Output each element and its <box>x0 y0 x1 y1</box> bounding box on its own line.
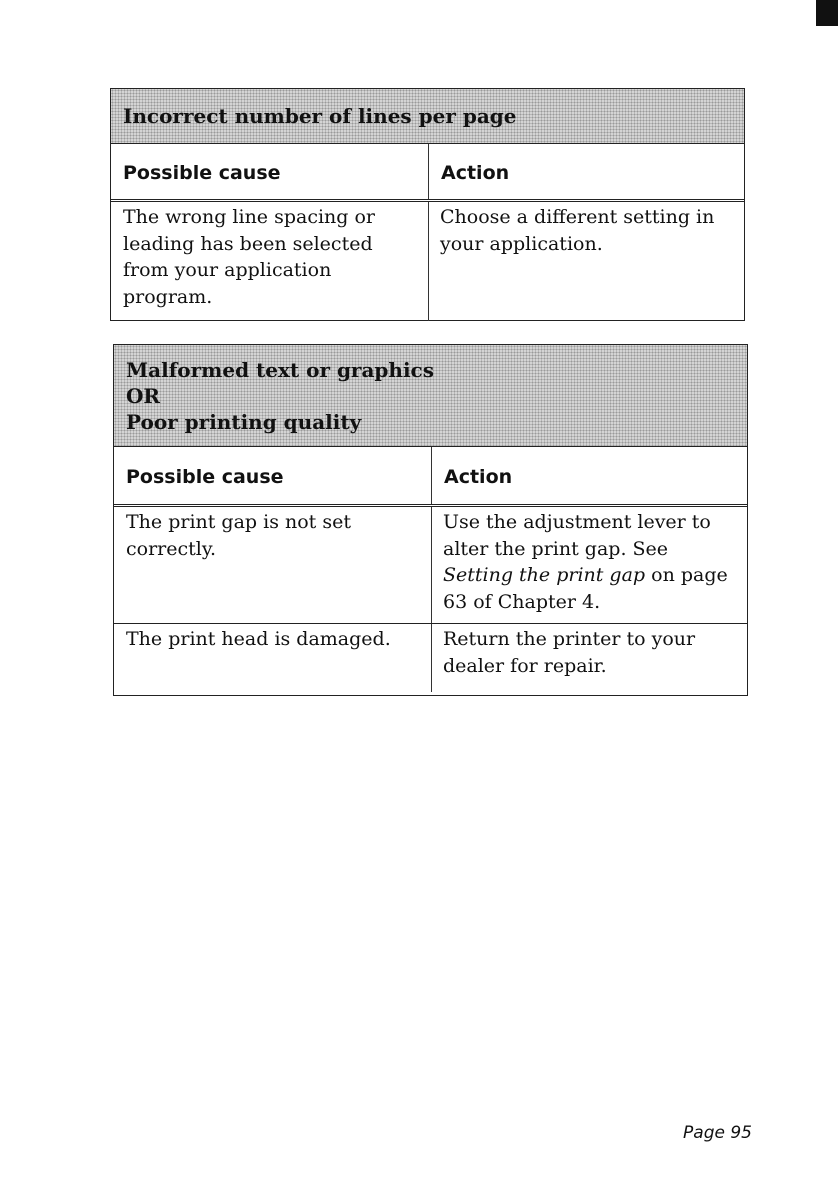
action-cell: Return the printer to your dealer for repair. <box>431 624 747 692</box>
cause-cell: The print gap is not set correctly. <box>126 511 351 560</box>
table-title-line: Incorrect number of lines per page <box>123 104 517 128</box>
page-number: Page 95 <box>683 1123 752 1143</box>
table-header-row <box>114 447 747 507</box>
table-title-line: Poor printing quality <box>126 409 362 434</box>
cause-cell: The print head is damaged. <box>126 628 391 650</box>
page-corner-mark <box>816 0 838 26</box>
table-title <box>111 89 744 144</box>
table-header-row <box>111 144 744 202</box>
header-possible-cause: Possible cause <box>126 465 284 488</box>
header-possible-cause: Possible cause <box>123 161 281 184</box>
action-cell: Choose a different setting in your application. <box>428 202 744 321</box>
cause-cell: The wrong line spacing or leading has been selected from your application program. <box>123 206 376 308</box>
cross-reference: Setting the print gap <box>443 564 646 586</box>
troubleshooting-table-print-quality <box>113 344 748 696</box>
header-action: Action <box>431 447 747 504</box>
action-text: on page 63 of Chapter 4. <box>443 564 728 613</box>
table-title-line: OR <box>126 383 161 408</box>
troubleshooting-table-lines-per-page <box>110 88 745 321</box>
action-cell <box>431 507 747 623</box>
table-row <box>111 202 744 321</box>
table-row <box>114 624 747 692</box>
table-title-line: Malformed text or graphics <box>126 357 434 382</box>
header-action: Action <box>428 144 744 199</box>
action-text: Use the adjustment lever to alter the print gap. See <box>443 511 711 560</box>
table-title <box>114 345 747 447</box>
table-row <box>114 507 747 624</box>
